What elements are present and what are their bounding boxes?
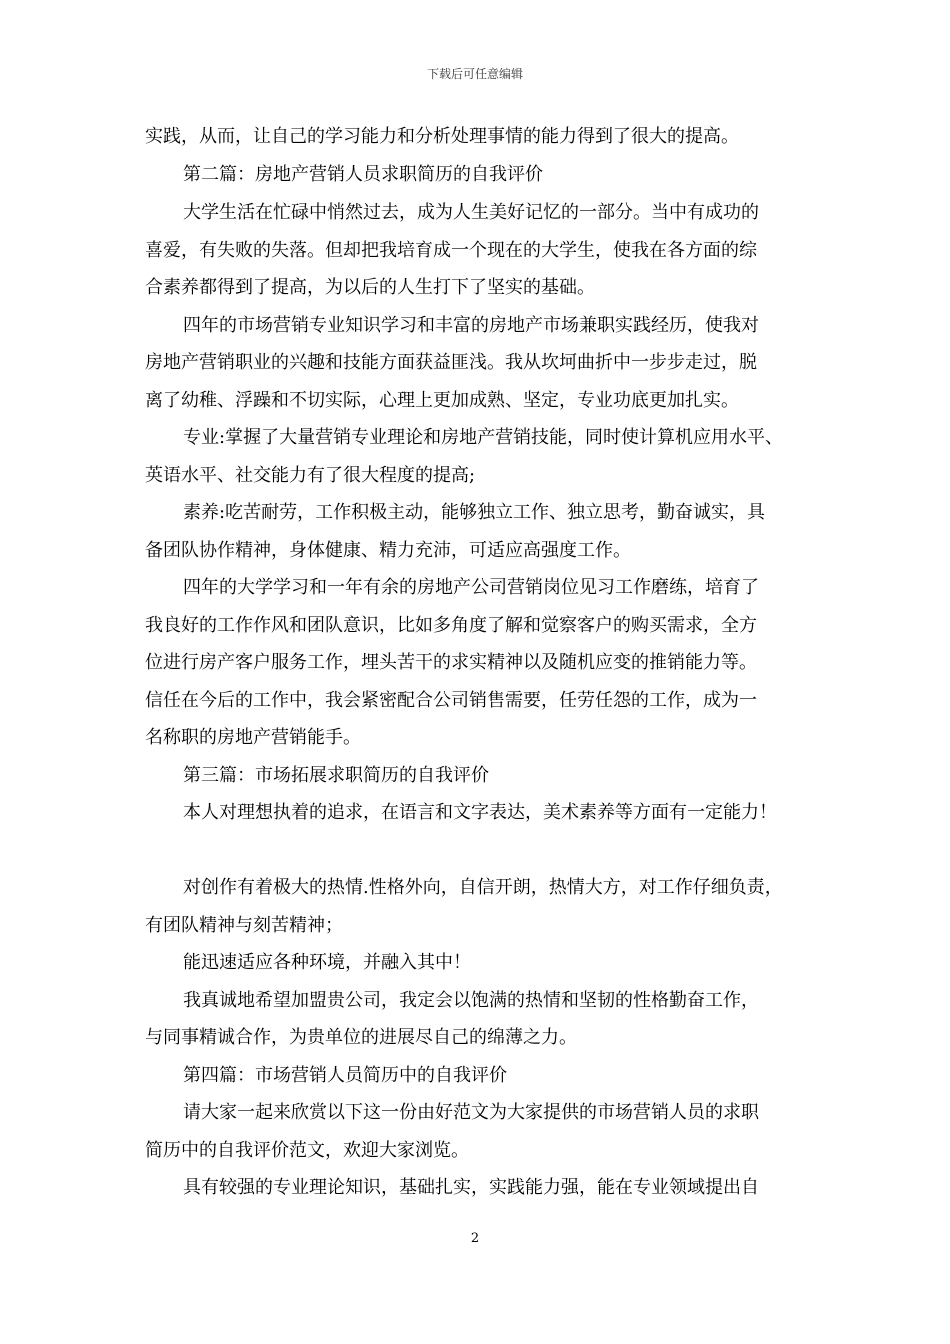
body-line: 实践，从而，让自己的学习能力和分析处理事情的能力得到了很大的提高。: [145, 126, 739, 147]
section-heading-3: 第三篇：市场拓展求职简历的自我评价: [183, 765, 489, 786]
body-line: 四年的大学学习和一年有余的房地产公司营销岗位见习工作磨练，培育了: [183, 577, 759, 598]
body-line: 我良好的工作作风和团队意识，比如多角度了解和觉察客户的购买需求，全方: [145, 615, 757, 636]
body-line: 对创作有着极大的热情.性格外向，自信开朗，热情大方，对工作仔细负责，: [183, 877, 783, 898]
body-line: 具有较强的专业理论知识，基础扎实，实践能力强，能在专业领域提出自: [183, 1177, 759, 1198]
body-line: 请大家一起来欣赏以下这一份由好范文为大家提供的市场营销人员的求职: [183, 1102, 759, 1123]
page-number: 2: [470, 1231, 480, 1246]
body-line: 离了幼稚、浮躁和不切实际，心理上更加成熟、坚定，专业功底更加扎实。: [145, 390, 739, 411]
body-line: 大学生活在忙碌中悄然过去，成为人生美好记忆的一部分。当中有成功的: [183, 202, 759, 223]
body-line: 信任在今后的工作中，我会紧密配合公司销售需要，任劳任怨的工作，成为一: [145, 690, 757, 711]
body-line: 位进行房产客户服务工作，埋头苦干的求实精神以及随机应变的推销能力等。: [145, 652, 757, 673]
body-line: 本人对理想执着的追求，在语言和文字表达，美术素养等方面有一定能力！: [183, 802, 777, 823]
body-line: 能迅速适应各种环境，并融入其中！: [183, 952, 471, 973]
page-header: 下载后可任意编辑: [426, 67, 523, 81]
body-line: 备团队协作精神，身体健康、精力充沛，可适应高强度工作。: [145, 540, 631, 561]
body-line: 房地产营销职业的兴趣和技能方面获益匪浅。我从坎坷曲折中一步步走过，脱: [145, 352, 757, 373]
body-line: 合素养都得到了提高，为以后的人生打下了坚实的基础。: [145, 277, 595, 298]
body-line: 素养:吃苦耐劳，工作积极主动，能够独立工作、独立思考，勤奋诚实，具: [183, 502, 766, 523]
body-line: 名称职的房地产营销能手。: [145, 727, 361, 748]
body-line: 与同事精诚合作，为贵单位的进展尽自己的绵薄之力。: [145, 1027, 577, 1048]
body-line: 英语水平、社交能力有了很大程度的提高;: [145, 465, 476, 486]
body-line: 简历中的自我评价范文，欢迎大家浏览。: [145, 1140, 469, 1161]
section-heading-2: 第二篇：房地产营销人员求职简历的自我评价: [183, 164, 543, 185]
body-line: 有团队精神与刻苦精神；: [145, 915, 343, 936]
body-line: 喜爱，有失败的失落。但却把我培育成一个现在的大学生，使我在各方面的综: [145, 240, 757, 261]
body-line: 四年的市场营销专业知识学习和丰富的房地产市场兼职实践经历，使我对: [183, 315, 759, 336]
section-heading-4: 第四篇：市场营销人员简历中的自我评价: [183, 1065, 507, 1086]
body-line: 专业:掌握了大量营销专业理论和房地产营销技能，同时使计算机应用水平、: [183, 427, 784, 448]
body-line: 我真诚地希望加盟贵公司，我定会以饱满的热情和坚韧的性格勤奋工作，: [183, 990, 759, 1011]
